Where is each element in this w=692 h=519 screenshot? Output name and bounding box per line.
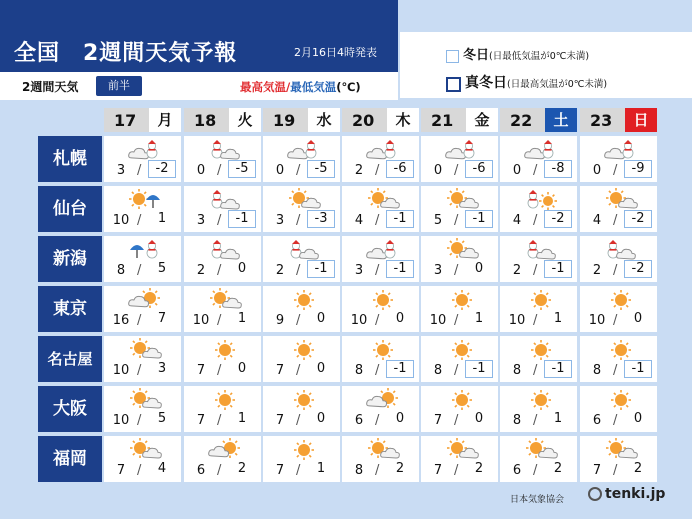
snow-sun-icon [524,188,558,212]
day-header [500,108,577,132]
forecast-cell [580,336,657,382]
high-temp: 6 [592,413,602,428]
sun-icon [604,288,638,312]
fuyubi-swatch [446,50,459,63]
low-temp: -8 [544,160,572,178]
forecast-cell [263,286,340,332]
forecast-cell [580,386,657,432]
sun-icon [445,388,479,412]
forecast-cell [421,336,498,382]
high-temp: 2 [196,263,206,278]
city-label: 仙台 [38,186,102,232]
sun-cloud-icon [128,388,162,412]
sun-icon [524,388,558,412]
forecast-cell [263,186,340,232]
low-temp: 5 [157,261,167,276]
high-temp: 10 [112,363,130,378]
cloud-sun-icon [366,388,400,412]
forecast-cell [104,136,181,182]
temp-separator: / [375,363,380,378]
high-temp: 0 [275,163,285,178]
high-temp: 0 [433,163,443,178]
high-temp: 5 [433,213,443,228]
temp-separator: / [296,213,301,228]
sun-icon [524,288,558,312]
forecast-cell [342,286,419,332]
sun-cloud-icon [524,438,558,462]
day-number: 18 [194,111,217,130]
forecast-cell [263,236,340,282]
high-temp: 10 [112,413,130,428]
low-temp: -2 [544,210,572,228]
low-temp: 1 [474,311,484,326]
sun-icon [445,338,479,362]
subtitle: 2週間天気 [22,80,79,94]
temp-separator: / [533,163,538,178]
forecast-cell [421,436,498,482]
sun-cloud-icon [366,438,400,462]
high-temp: 3 [433,263,443,278]
city-label: 大阪 [38,386,102,432]
temp-separator: / [296,413,301,428]
low-temp: 2 [237,461,247,476]
high-temp: 2 [512,263,522,278]
sun-icon [208,338,242,362]
day-number: 23 [590,111,613,130]
low-temp: -1 [386,210,414,228]
sun-icon [445,288,479,312]
forecast-cell [184,186,261,232]
low-temp: 0 [237,261,247,276]
cloud-sun-icon [208,438,242,462]
period-badge: 前半 [96,76,142,96]
low-temp: 1 [316,461,326,476]
high-temp: 7 [275,413,285,428]
high-temp: 7 [196,413,206,428]
forecast-cell [184,336,261,382]
high-temp: 8 [354,363,364,378]
forecast-cell [263,386,340,432]
temp-separator: / [533,363,538,378]
high-temp: 8 [592,363,602,378]
sun-icon [287,388,321,412]
snow-cloud-icon [208,238,242,262]
forecast-cell [342,186,419,232]
sun-cloud-icon [445,438,479,462]
temp-separator: / [533,413,538,428]
page-title: 全国 2週間天気予報 [14,41,238,66]
forecast-cell [500,436,577,482]
forecast-cell [421,286,498,332]
high-temp: 4 [592,213,602,228]
temp-separator: / [217,263,222,278]
low-temp: 1 [553,311,563,326]
low-temp: -1 [624,360,652,378]
low-temp: 2 [553,461,563,476]
weekday-label: 火 [229,108,261,132]
legend-fuyubi: 冬日(日最低気温が0℃未満) [446,44,589,63]
weekday-label: 木 [387,108,419,132]
forecast-cell [342,436,419,482]
low-temp: 0 [237,361,247,376]
day-header [104,108,181,132]
forecast-cell [500,286,577,332]
sun-cloud-icon [604,438,638,462]
weekday-label: 金 [466,108,498,132]
cloud-snow-icon [366,138,400,162]
day-number: 21 [431,111,454,130]
temp-separator: / [137,463,142,478]
temp-separator: / [217,313,222,328]
sun-icon [604,338,638,362]
sun-cloud-icon [128,438,162,462]
sun-cloud-icon [445,238,479,262]
forecast-cell [421,136,498,182]
low-temp: 1 [237,311,247,326]
low-temp: -1 [465,360,493,378]
day-header [263,108,340,132]
day-number: 20 [352,111,375,130]
weekday-label: 月 [149,108,181,132]
temp-separator: / [613,163,618,178]
low-temp: -6 [465,160,493,178]
high-temp: 8 [116,263,126,278]
high-temp: 16 [112,313,130,328]
high-temp: 7 [275,363,285,378]
low-temp: 3 [157,361,167,376]
weekday-label: 水 [308,108,340,132]
temp-separator: / [454,163,459,178]
forecast-cell [263,336,340,382]
day-header [342,108,419,132]
issued-time: 2月16日4時発表 [294,46,377,59]
temp-separator: / [137,363,142,378]
low-temp: -1 [307,260,335,278]
forecast-cell [342,236,419,282]
forecast-cell [500,336,577,382]
cloud-snow-icon [128,138,162,162]
day-number: 17 [114,111,137,130]
forecast-cell [500,136,577,182]
forecast-cell [184,136,261,182]
temp-separator: / [137,163,142,178]
temp-separator: / [454,213,459,228]
snow-cloud-icon [208,138,242,162]
high-temp: 10 [588,313,606,328]
high-temp: 2 [354,163,364,178]
low-temp: 0 [316,311,326,326]
high-temp: 10 [192,313,210,328]
low-temp: -9 [624,160,652,178]
high-temp: 9 [275,313,285,328]
sun-umbrella-icon [128,188,162,212]
high-temp: 6 [354,413,364,428]
temp-separator: / [137,263,142,278]
low-temp: -2 [624,260,652,278]
city-label: 新潟 [38,236,102,282]
forecast-cell [421,186,498,232]
low-temp: -1 [386,360,414,378]
forecast-cell [342,336,419,382]
forecast-cell [184,386,261,432]
forecast-cell [104,186,181,232]
forecast-cell [580,136,657,182]
temp-separator: / [613,213,618,228]
low-temp: 1 [157,211,167,226]
low-temp: -1 [465,210,493,228]
temp-separator: / [613,313,618,328]
forecast-cell [104,336,181,382]
low-temp: -1 [544,260,572,278]
high-temp: 8 [512,413,522,428]
day-header [580,108,657,132]
high-temp: 7 [116,463,126,478]
forecast-cell [342,136,419,182]
forecast-cell [184,236,261,282]
forecast-cell [500,386,577,432]
low-temp: -2 [148,160,176,178]
legend-sep: / [286,80,291,94]
weekday-label: 日 [625,108,657,132]
temp-separator: / [375,263,380,278]
sun-cloud-icon [366,188,400,212]
temp-separator: / [533,263,538,278]
sun-icon [366,338,400,362]
temp-separator: / [217,213,222,228]
low-temp: 0 [633,411,643,426]
legend-mafuyubi: 真冬日(日最高気温が0℃未満) [446,72,607,92]
low-temp: 0 [395,311,405,326]
low-temp: 1 [553,411,563,426]
forecast-cell [263,436,340,482]
temp-separator: / [217,163,222,178]
low-temp: 4 [157,461,167,476]
high-temp: 2 [275,263,285,278]
forecast-cell [104,386,181,432]
city-label: 福岡 [38,436,102,482]
snow-cloud-icon [287,238,321,262]
temp-separator: / [137,313,142,328]
low-temp: 0 [316,361,326,376]
sun-icon [366,288,400,312]
high-temp: 10 [508,313,526,328]
low-temp: 2 [395,461,405,476]
temp-separator: / [613,363,618,378]
low-temp: -6 [386,160,414,178]
day-header [421,108,498,132]
low-temp: 7 [157,311,167,326]
high-temp: 0 [592,163,602,178]
temp-separator: / [613,263,618,278]
sun-cloud-icon [287,188,321,212]
mafuyubi-swatch [446,77,461,92]
temp-separator: / [375,213,380,228]
temp-separator: / [296,163,301,178]
temp-separator: / [296,463,301,478]
forecast-cell [500,236,577,282]
footer-org: 日本気象協会 [510,495,565,505]
low-temp: -2 [624,210,652,228]
temp-separator: / [454,263,459,278]
forecast-cell [500,186,577,232]
high-temp: 10 [429,313,447,328]
high-temp: 7 [196,363,206,378]
forecast-cell [421,386,498,432]
high-temp: 8 [433,363,443,378]
high-temp: 4 [512,213,522,228]
weekday-label: 土 [545,108,577,132]
forecast-cell [580,436,657,482]
cloud-sun-icon [128,288,162,312]
high-temp: 8 [512,363,522,378]
snow-cloud-icon [524,238,558,262]
forecast-cell [104,286,181,332]
high-temp: 7 [433,413,443,428]
day-header [184,108,261,132]
forecast-cell [580,186,657,232]
temp-separator: / [296,313,301,328]
forecast-cell [263,136,340,182]
city-label: 東京 [38,286,102,332]
city-label: 名古屋 [38,336,102,382]
temp-separator: / [454,313,459,328]
sun-icon [604,388,638,412]
umbrella-snow-icon [128,238,162,262]
sun-icon [524,338,558,362]
high-temp: 8 [354,463,364,478]
high-temp: 3 [196,213,206,228]
temp-separator: / [137,213,142,228]
high-temp: 7 [433,463,443,478]
temp-separator: / [613,413,618,428]
cloud-snow-icon [287,138,321,162]
frost-legend [400,32,692,98]
forecast-cell [184,286,261,332]
low-temp: 0 [474,261,484,276]
temp-separator: / [375,163,380,178]
low-temp: 0 [316,411,326,426]
high-temp: 10 [112,213,130,228]
temp-separator: / [296,263,301,278]
forecast-cell [342,386,419,432]
low-temp: 0 [395,411,405,426]
sun-cloud-icon [208,288,242,312]
temp-separator: / [454,363,459,378]
temp-separator: / [533,213,538,228]
low-temp: 0 [633,311,643,326]
low-temp: -5 [307,160,335,178]
low-temp: 2 [633,461,643,476]
high-temp: 3 [116,163,126,178]
high-temp: 0 [512,163,522,178]
forecast-cell [421,236,498,282]
temp-separator: / [375,413,380,428]
day-number: 19 [273,111,296,130]
legend-low: 最低気温 [290,80,337,94]
high-temp: 6 [196,463,206,478]
low-temp: -1 [228,210,256,228]
sun-icon [287,288,321,312]
high-temp: 6 [512,463,522,478]
day-number: 22 [510,111,533,130]
temperature-legend [240,79,361,95]
high-temp: 3 [275,213,285,228]
temp-separator: / [217,363,222,378]
sun-icon [287,338,321,362]
temp-separator: / [217,413,222,428]
forecast-cell [580,236,657,282]
forecast-cell [104,436,181,482]
low-temp: -1 [544,360,572,378]
high-temp: 4 [354,213,364,228]
temp-separator: / [375,313,380,328]
snow-cloud-icon [208,188,242,212]
city-label: 札幌 [38,136,102,182]
sun-cloud-icon [604,188,638,212]
cloud-snow-icon [604,138,638,162]
sun-cloud-icon [128,338,162,362]
high-temp: 7 [592,463,602,478]
low-temp: 0 [474,411,484,426]
cloud-snow-icon [366,238,400,262]
temp-separator: / [613,463,618,478]
cloud-snow-icon [445,138,479,162]
low-temp: -5 [228,160,256,178]
high-temp: 3 [354,263,364,278]
low-temp: 1 [237,411,247,426]
low-temp: 2 [474,461,484,476]
high-temp: 2 [592,263,602,278]
cloud-snow-icon [524,138,558,162]
low-temp: -1 [386,260,414,278]
low-temp: -3 [307,210,335,228]
low-temp: 5 [157,411,167,426]
forecast-cell [184,436,261,482]
temp-separator: / [454,413,459,428]
sun-cloud-icon [445,188,479,212]
forecast-cell [104,236,181,282]
sun-icon [208,388,242,412]
temp-separator: / [533,463,538,478]
high-temp: 7 [275,463,285,478]
legend-unit: (℃) [336,80,361,94]
high-temp: 0 [196,163,206,178]
temp-separator: / [217,463,222,478]
temp-separator: / [533,313,538,328]
temp-separator: / [296,363,301,378]
tenki-logo: tenki.jp [588,486,665,502]
legend-high: 最高気温 [240,80,286,94]
temp-separator: / [137,413,142,428]
temp-separator: / [454,463,459,478]
high-temp: 10 [350,313,368,328]
snow-cloud-icon [604,238,638,262]
sun-icon [287,438,321,462]
temp-separator: / [375,463,380,478]
forecast-cell [580,286,657,332]
